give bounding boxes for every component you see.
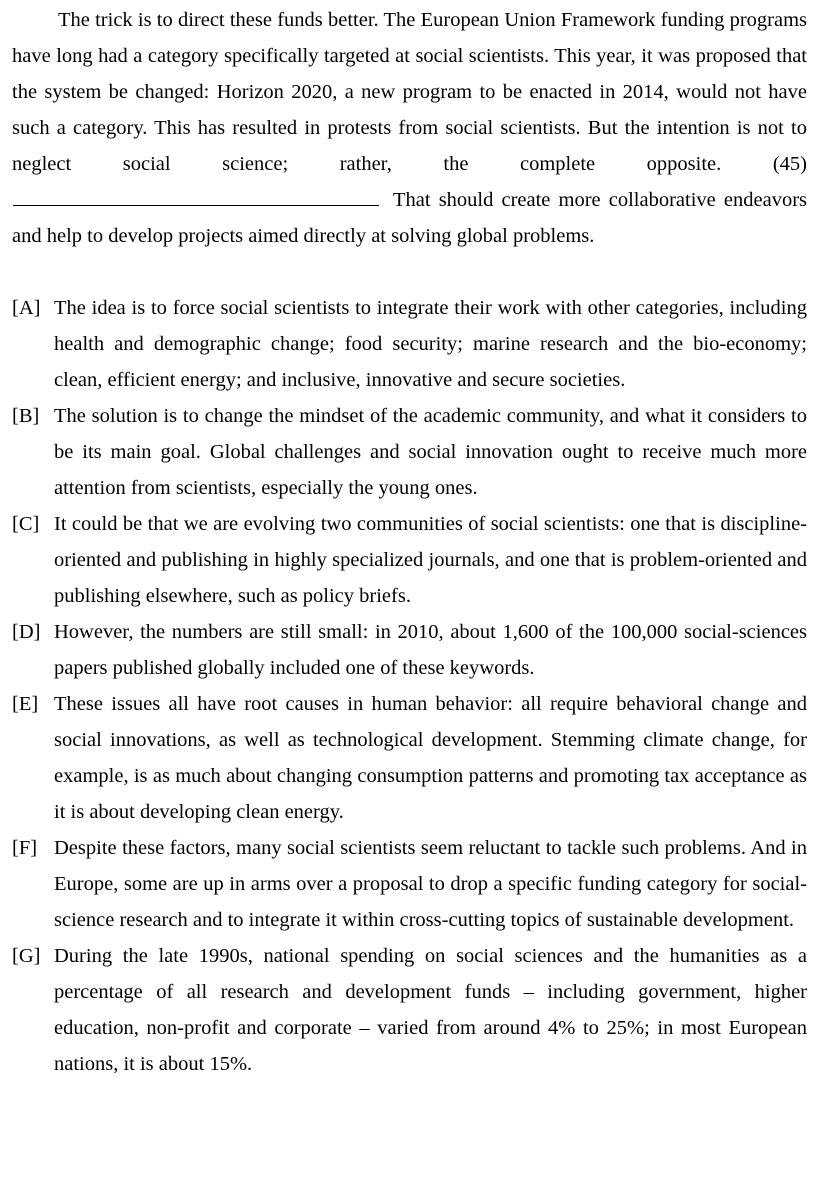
option-letter: [B] xyxy=(12,405,40,427)
option-letter: [E] xyxy=(12,693,39,715)
option-text: However, the numbers are still small: in 2010, about 1,600 of the 100,000 social-sciences papers published globally included one of these keywords. xyxy=(54,621,807,679)
passage-paragraph xyxy=(12,2,807,254)
option-text: During the late 1990s, national spending on social sciences and the humanities as a percentage of all research and development funds – including government, higher education, non-profit and corporate – varied from around 4% to 25%; in most European nations, it is about 15%. xyxy=(54,945,807,1075)
option-text: The solution is to change the mindset of the academic community, and what it considers to be its main goal. Global challenges and social innovation ought to receive much more attention from scientists, especially the young ones. xyxy=(54,405,807,499)
blank-label: (45) xyxy=(772,153,808,175)
option-d xyxy=(12,614,807,686)
option-text: The idea is to force social scientists to integrate their work with other categories, including health and demographic change; food security; marine research and the bio-economy; clean, efficient energy; and inclusive, innovative and secure societies. xyxy=(54,297,807,391)
answer-blank-45[interactable] xyxy=(13,187,379,206)
option-letter: [G] xyxy=(12,945,41,967)
option-f xyxy=(12,830,807,938)
passage-text-part1: The trick is to direct these funds better. The European Union Framework funding programs have long had a category specifically targeted at social scientists. This year, it was proposed that the system be changed: Horizon 2020, a new program to be enacted in 2014, would not have such a category. This has resulted in protests from social scientists. But the intention is not to neglect social science; rather, the complete opposite. xyxy=(12,9,807,175)
option-a xyxy=(12,290,807,398)
option-c xyxy=(12,506,807,614)
option-letter: [F] xyxy=(12,837,38,859)
option-b xyxy=(12,398,807,506)
option-text: These issues all have root causes in human behavior: all require behavioral change and social innovations, as well as technological development. Stemming climate change, for example, is as much about changing consumption patterns and promoting tax acceptance as it is about developing clean energy. xyxy=(54,693,807,823)
option-text: It could be that we are evolving two communities of social scientists: one that is discipline-oriented and publishing in highly specialized journals, and one that is problem-oriented and publishing elsewhere, such as policy briefs. xyxy=(54,513,807,607)
option-letter: [D] xyxy=(12,621,41,643)
option-e xyxy=(12,686,807,830)
document-page xyxy=(12,2,807,1082)
passage-text-part2: That should create more collaborative endeavors and help to develop projects aimed directly at solving global problems. xyxy=(12,189,807,247)
option-list xyxy=(12,290,807,1082)
option-g xyxy=(12,938,807,1082)
option-letter: [C] xyxy=(12,513,40,535)
option-text: Despite these factors, many social scientists seem reluctant to tackle such problems. And in Europe, some are up in arms over a proposal to drop a specific funding category for social-science research and to integrate it within cross-cutting topics of sustainable development. xyxy=(54,837,807,931)
option-letter: [A] xyxy=(12,297,41,319)
